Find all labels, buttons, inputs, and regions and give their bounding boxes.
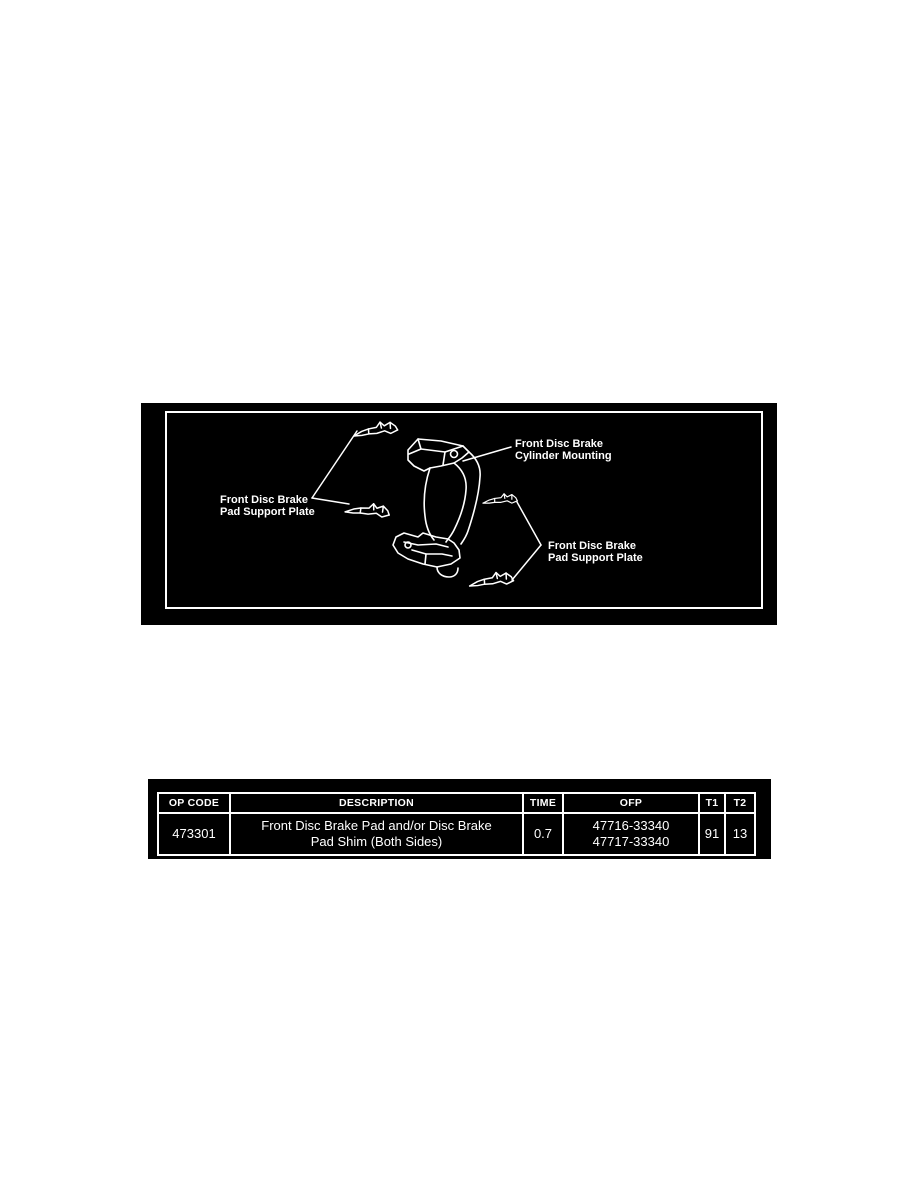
pad-support-plate-clip-mid-left: [345, 500, 390, 518]
leader-lines: [312, 431, 541, 580]
label-pad-support-right-line1: Front Disc Brake: [548, 540, 637, 552]
header-time: TIME: [523, 793, 563, 813]
table-row: [158, 813, 755, 855]
label-cylinder-mounting-line1: Front Disc Brake: [515, 438, 604, 450]
label-pad-support-left-line1: Front Disc Brake: [220, 494, 309, 506]
cell-t2: 13: [725, 813, 755, 855]
description-line2: Pad Shim (Both Sides): [310, 834, 443, 849]
cell-op-code: 473301: [158, 813, 230, 855]
header-t1: T1: [699, 793, 725, 813]
ofp-line2: 47717-33340: [592, 834, 670, 849]
brake-diagram-svg: [141, 403, 777, 625]
cell-ofp: [563, 813, 699, 855]
op-code-table-figure: [148, 779, 771, 859]
brake-diagram-figure: [141, 403, 777, 625]
header-op-code: OP CODE: [158, 793, 230, 813]
header-t2: T2: [725, 793, 755, 813]
label-cylinder-mounting-line2: Cylinder Mounting: [515, 450, 612, 462]
header-description: DESCRIPTION: [230, 793, 523, 813]
description-line1: Front Disc Brake Pad and/or Disc Brake: [261, 818, 492, 833]
table-header-row: [158, 793, 755, 813]
cell-description: [230, 813, 523, 855]
header-ofp: OFP: [563, 793, 699, 813]
pad-support-plate-clip-top-left: [353, 421, 398, 436]
pad-support-plate-clip-bottom-right: [469, 572, 514, 586]
pad-support-plate-clip-mid-right: [483, 494, 517, 503]
ofp-line1: 47716-33340: [592, 818, 670, 833]
cell-t1: 91: [699, 813, 725, 855]
label-pad-support-left-line2: Pad Support Plate: [220, 506, 315, 518]
op-code-table: [157, 792, 756, 856]
cell-time: 0.7: [523, 813, 563, 855]
label-pad-support-right-line2: Pad Support Plate: [548, 552, 643, 564]
